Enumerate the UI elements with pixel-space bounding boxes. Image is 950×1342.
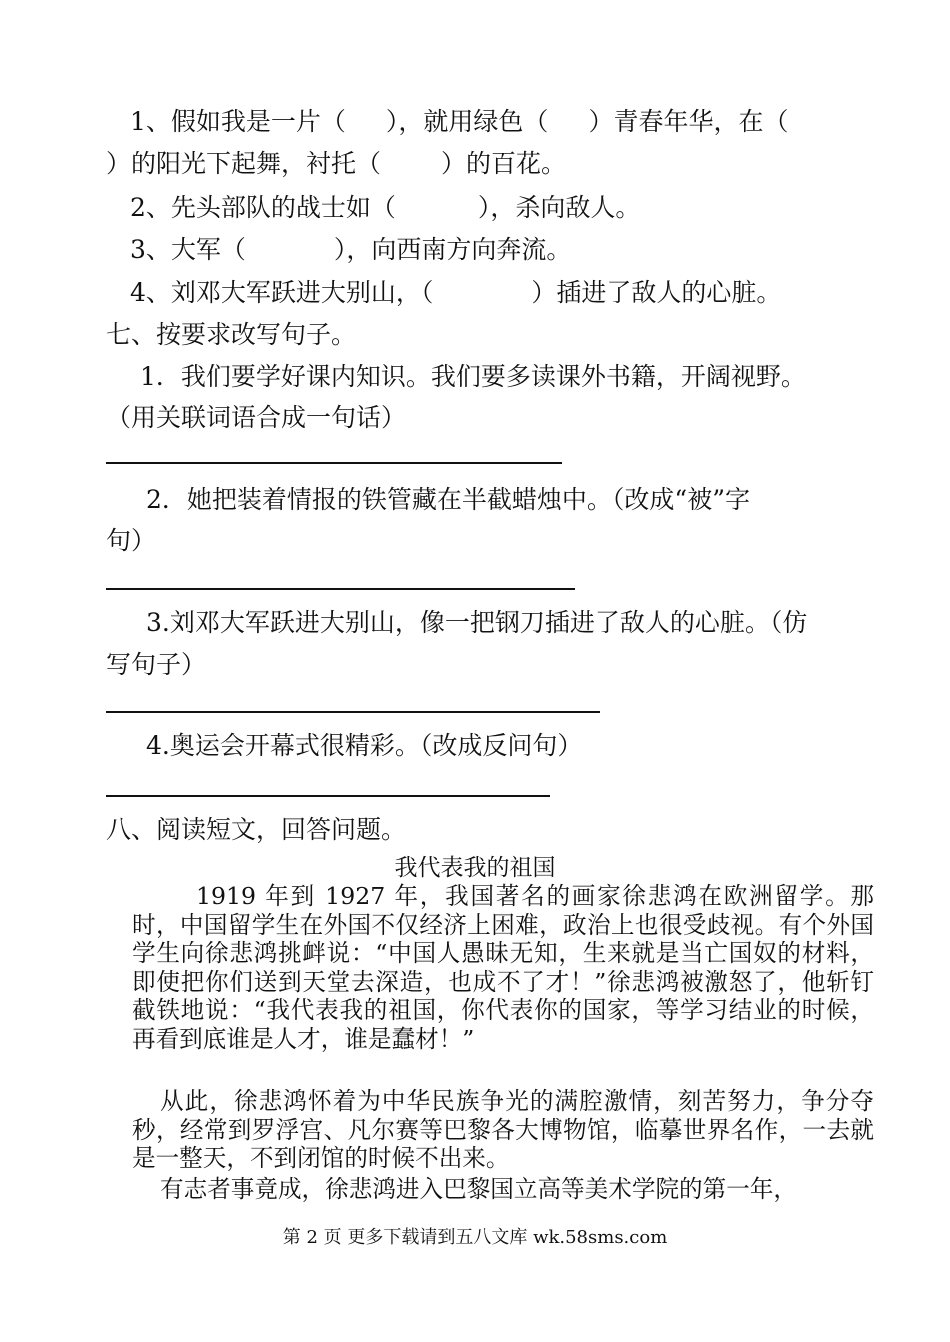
question-1-line-2 xyxy=(106,149,566,179)
s7-q1-line-1: 1．我们要学好课内知识。我们要多读课外书籍，开阔视野。 xyxy=(140,362,806,391)
question-1-line-1 xyxy=(130,107,788,137)
q1-text-c: ）青春年华，在（ xyxy=(588,107,789,136)
q4-text-a: 4、刘邓大军跃进大别山，（ xyxy=(130,278,434,307)
q4-text-b: ）插进了敌人的心脏。 xyxy=(531,278,782,307)
s7-q2-line-2: 句） xyxy=(106,526,157,555)
q2-text-b: ），杀向敌人。 xyxy=(477,193,641,222)
section-7-heading: 七、按要求改写句子。 xyxy=(106,320,357,349)
page-footer: 第 2 页 更多下载请到五八文库 wk.58sms.com xyxy=(282,1227,668,1248)
s7-q2-line-1: 2．她把装着情报的铁管藏在半截蜡烛中。（改成“被”字 xyxy=(146,485,750,514)
s7-q3-line-1: 3.刘邓大军跃进大别山，像一把钢刀插进了敌人的心脏。（仿 xyxy=(146,608,808,637)
s7-q1-line-2: （用关联词语合成一句话） xyxy=(106,403,407,432)
s7-q1-answer-line[interactable] xyxy=(106,462,562,464)
s7-q4-answer-line[interactable] xyxy=(106,795,550,797)
paragraph-3-text: 有志者事竟成，徐悲鸿进入巴黎国立高等美术学院的第一年， xyxy=(160,1175,798,1203)
section-8-heading: 八、阅读短文，回答问题。 xyxy=(106,815,407,844)
s7-q2-answer-line[interactable] xyxy=(106,588,575,590)
q1-text-e: ）的百花。 xyxy=(441,149,567,178)
q2-text-a: 2、先头部队的战士如（ xyxy=(130,193,396,222)
s7-q3-answer-line[interactable] xyxy=(106,711,600,713)
question-4 xyxy=(130,278,781,308)
passage-paragraph-1 xyxy=(132,882,874,1053)
passage-title: 我代表我的祖国 xyxy=(394,855,556,881)
q1-text-d: ）的阳光下起舞，衬托（ xyxy=(106,149,382,178)
q1-text-a: 1、假如我是一片（ xyxy=(130,107,346,136)
q3-text-b: ），向西南方向奔流。 xyxy=(333,235,572,264)
q3-text-a: 3、大军（ xyxy=(130,235,246,264)
question-3 xyxy=(130,235,571,265)
s7-q3-line-2: 写句子） xyxy=(106,650,207,679)
paragraph-1-text: 1919 年到 1927 年，我国著名的画家徐悲鸿在欧洲留学。那时，中国留学生在外国不仅经济上困难，政治上也很受歧视。有个外国学生向徐悲鸿挑衅说：“中国人愚昧无知，生来就是当亡国奴的材料，即使把你们送到天堂去深造，也成不了才！”徐悲鸿被激怒了，他斩钉截铁地说：“我代表我的祖国，你代表你的国家，等学习结业的时候，再看到底谁是人才，谁是蠢材！” xyxy=(132,882,874,1053)
s7-q4-line-1: 4.奥运会开幕式很精彩。（改成反问句） xyxy=(146,731,583,760)
passage-paragraph-2 xyxy=(132,1087,874,1173)
q1-text-b: ），就用绿色（ xyxy=(385,107,549,136)
question-2 xyxy=(130,193,640,223)
paragraph-2-text: 从此，徐悲鸿怀着为中华民族争光的满腔激情，刻苦努力，争分夺秒，经常到罗浮宫、凡尔赛等巴黎各大博物馆，临摹世界名作，一去就是一整天，不到闭馆的时候不出来。 xyxy=(132,1087,874,1172)
passage-paragraph-3 xyxy=(132,1175,874,1204)
